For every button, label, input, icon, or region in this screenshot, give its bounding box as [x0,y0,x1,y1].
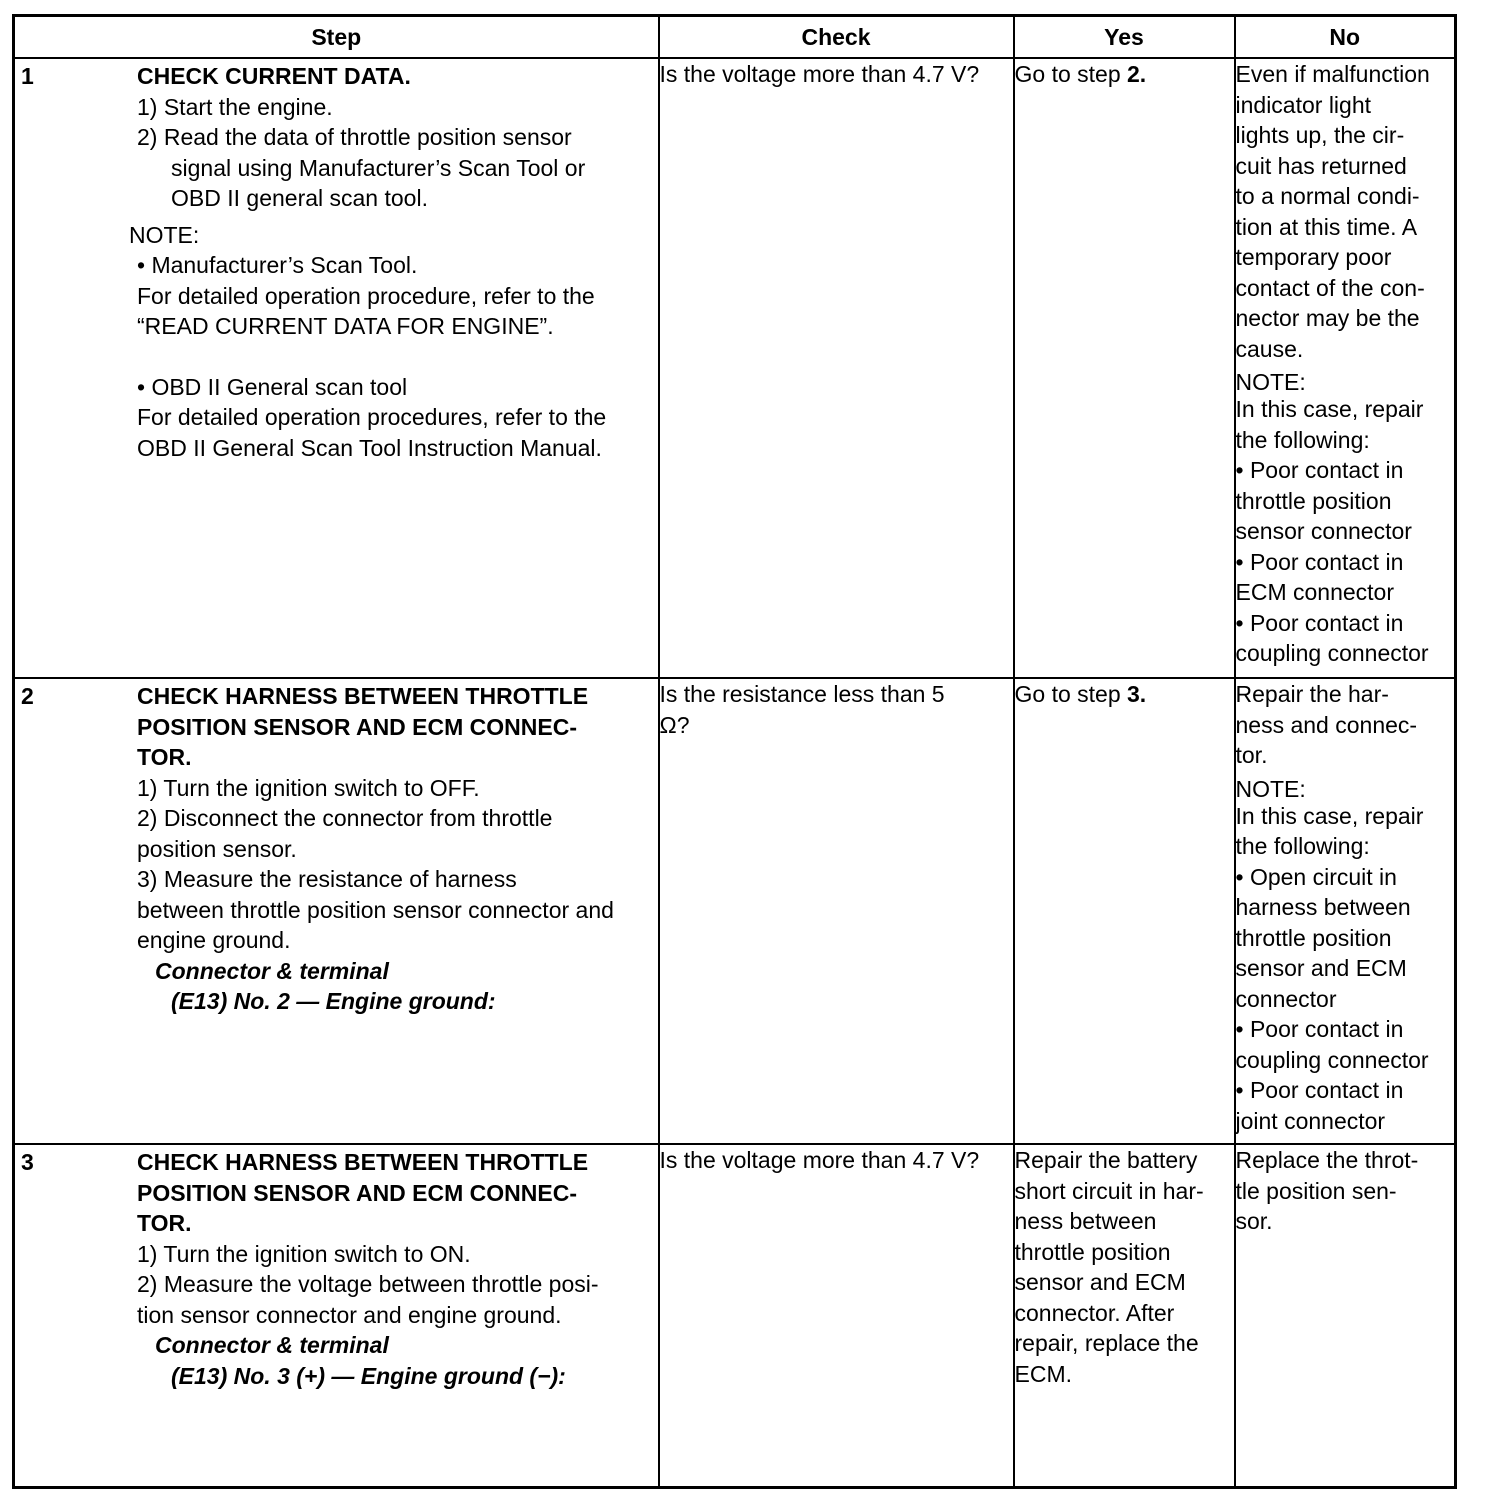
check-text: Is the voltage more than 4.7 V? [659,1147,980,1173]
no-note-line: ECM connector [1235,579,1395,605]
no-note-line: sensor and ECM [1235,955,1407,981]
step-line: 2) Read the data of throttle position sensor [137,124,572,150]
note-line: • Manufacturer’s Scan Tool. [137,252,418,278]
step-cell [14,678,659,1144]
step-line: 2) Measure the voltage between throttle posi- [137,1271,599,1297]
no-line: lights up, the cir- [1235,122,1405,148]
no-note-line: sensor connector [1235,518,1412,544]
connector-label: Connector & terminal [155,957,389,984]
no-note-line: • Poor contact in [1235,609,1404,636]
no-line: temporary poor [1235,244,1392,270]
diagnostic-table [12,14,1457,1489]
step-line: tion sensor connector and engine ground. [137,1301,562,1328]
check-cell [659,678,1014,1144]
no-note-line: harness between [1235,894,1411,920]
no-note-line: the following: [1235,833,1370,859]
yes-cell [1014,1144,1235,1487]
no-note-label: NOTE: [1235,369,1306,395]
note-line: “READ CURRENT DATA FOR ENGINE”. [137,313,554,339]
no-line: Even if malfunction [1235,61,1430,87]
no-line: nector may be the [1235,305,1420,331]
note-line: For detailed operation procedures, refer to the [137,404,607,430]
header-yes: Yes [1014,16,1235,59]
header-step: Step [14,16,659,59]
no-line: cause. [1235,335,1304,362]
step-line: between throttle position sensor connector and [137,896,614,923]
check-cell [659,1144,1014,1487]
no-note-line: • Open circuit in [1235,863,1397,890]
step-title: TOR. [137,744,192,770]
step-line: 1) Turn the ignition switch to OFF. [137,774,480,801]
no-line: tor. [1235,742,1268,768]
yes-line: sensor and ECM [1014,1269,1186,1295]
no-line: tion at this time. A [1235,213,1418,240]
no-cell [1235,58,1456,678]
no-note-line: • Poor contact in [1235,1077,1404,1103]
header-no: No [1235,16,1456,59]
note-line: For detailed operation procedure, refer to the [137,282,595,309]
note-line: • OBD II General scan tool [137,373,408,400]
step-line: signal using Manufacturer’s Scan Tool or [171,154,586,181]
step-title: POSITION SENSOR AND ECM CONNEC- [137,713,578,740]
yes-line: connector. After [1014,1299,1175,1326]
yes-cell [1014,58,1235,678]
connector-label: Connector & terminal [155,1332,389,1358]
table-row [14,58,1456,678]
table-row [14,678,1456,1144]
yes-step-ref: 3. [1127,681,1147,707]
step-line: OBD II general scan tool. [171,185,428,211]
no-line: contact of the con- [1235,274,1425,301]
table-header-row [14,16,1456,59]
yes-cell [1014,678,1235,1144]
no-line: sor. [1235,1208,1273,1234]
no-note-line: the following: [1235,426,1370,453]
yes-line: ECM. [1014,1360,1072,1387]
no-line: Replace the throt- [1235,1147,1419,1173]
yes-line: throttle position [1014,1238,1171,1265]
connector-terminal: (E13) No. 2 — Engine ground: [171,988,496,1014]
no-line: to a normal condi- [1235,183,1420,209]
yes-text: Go to step [1014,61,1128,87]
no-note-line: • Poor contact in [1235,457,1404,483]
step-line: 3) Measure the resistance of harness [137,866,517,892]
step-title: CHECK CURRENT DATA. [137,63,411,89]
step-line: position sensor. [137,835,297,862]
yes-text: Go to step [1014,681,1128,707]
no-note-line: In this case, repair [1235,802,1424,829]
no-note-label: NOTE: [1235,775,1306,802]
step-title: TOR. [137,1210,192,1236]
step-line: engine ground. [137,927,291,953]
step-number: 2 [21,683,34,709]
no-note-line: connector [1235,985,1337,1012]
step-line: 2) Disconnect the connector from throttle [137,805,553,831]
no-note-line: • Poor contact in [1235,1016,1404,1042]
yes-line: Repair the battery [1014,1147,1198,1173]
no-note-line: throttle position [1235,924,1392,951]
no-note-line: joint connector [1235,1107,1386,1134]
no-line: ness and connec- [1235,711,1418,738]
no-note-line: In this case, repair [1235,396,1424,422]
step-title: CHECK HARNESS BETWEEN THROTTLE [137,683,589,709]
note-label: NOTE: [129,221,200,248]
no-line: indicator light [1235,91,1372,118]
note-line: OBD II General Scan Tool Instruction Manual. [137,434,602,461]
yes-line: short circuit in har- [1014,1177,1204,1204]
no-note-line: coupling connector [1235,640,1429,666]
no-line: cuit has returned [1235,152,1407,179]
connector-terminal: (E13) No. 3 (+) — Engine ground (−): [171,1362,566,1389]
table-row [14,1144,1456,1487]
no-note-line: coupling connector [1235,1046,1429,1073]
check-cell [659,58,1014,678]
header-check: Check [659,16,1014,59]
no-note-line: throttle position [1235,487,1392,514]
yes-line: repair, replace the [1014,1330,1199,1356]
step-cell [14,58,659,678]
yes-step-ref: 2. [1127,61,1147,87]
no-line: Repair the har- [1235,681,1389,707]
step-number: 1 [21,63,34,89]
yes-line: ness between [1014,1208,1157,1234]
step-cell [14,1144,659,1487]
step-number: 3 [21,1149,34,1175]
check-line: Ω? [659,711,690,738]
check-text: Is the voltage more than 4.7 V? [659,61,980,87]
check-line: Is the resistance less than 5 [659,681,945,707]
no-line: tle position sen- [1235,1177,1397,1204]
step-title: POSITION SENSOR AND ECM CONNEC- [137,1179,578,1206]
step-line: 1) Turn the ignition switch to ON. [137,1240,471,1267]
no-cell [1235,1144,1456,1487]
no-note-line: • Poor contact in [1235,548,1404,575]
step-line: 1) Start the engine. [137,93,333,120]
no-cell [1235,678,1456,1144]
step-title: CHECK HARNESS BETWEEN THROTTLE [137,1149,589,1175]
